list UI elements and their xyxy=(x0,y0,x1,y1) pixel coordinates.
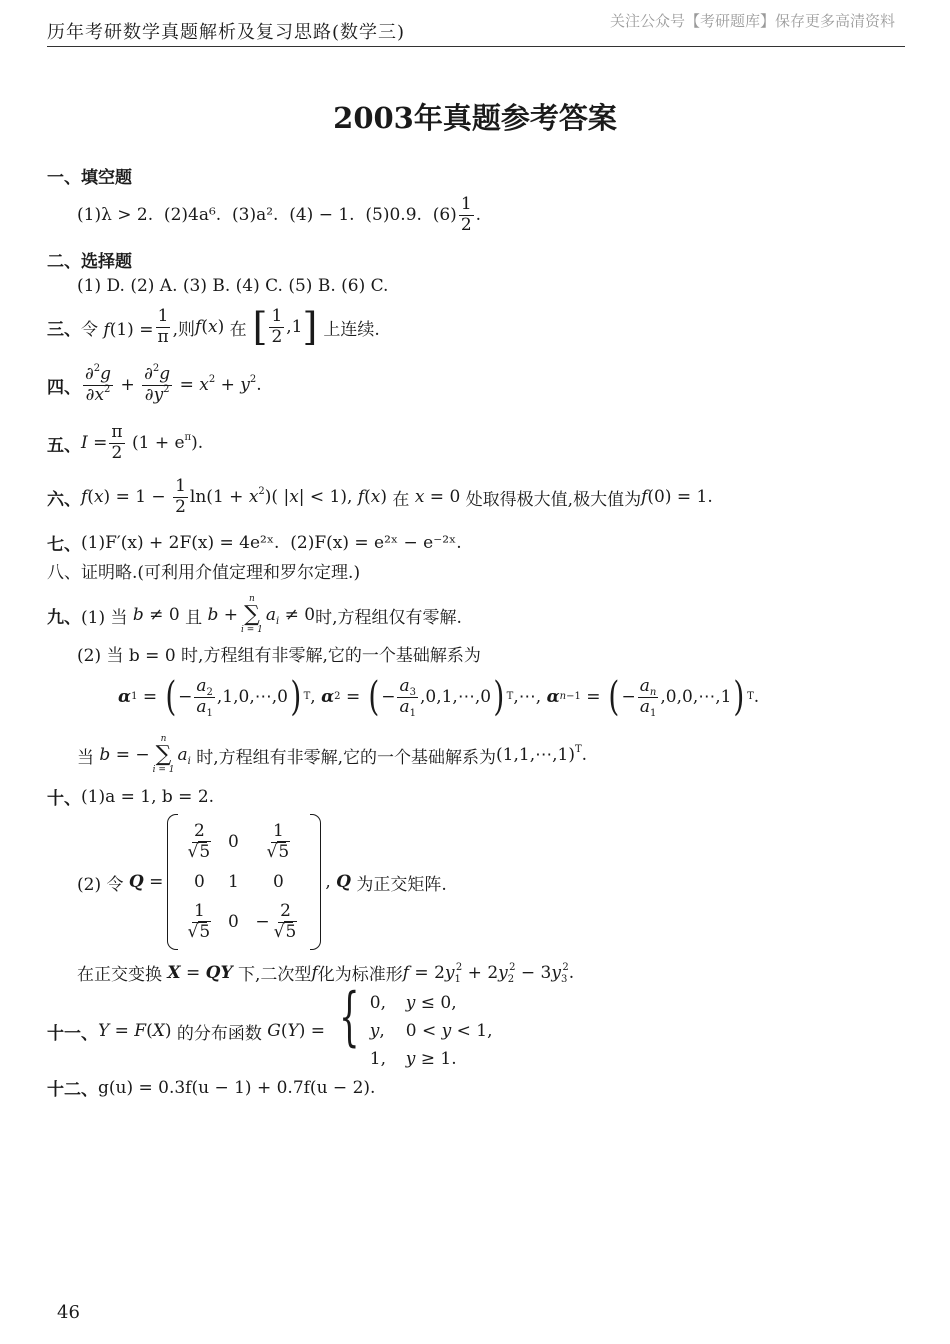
header-rule xyxy=(47,46,905,47)
section-9-part-2: (2) 当 b = 0 时,方程组有非零解,它的一个基础解系为 xyxy=(77,646,481,666)
book-title: 历年考研数学真题解析及复习思路(数学三) xyxy=(47,22,406,43)
section-10-part-2: (2) 令 Q = $\frac{2}{√5}$ 0 $\frac{1}{√5}$ 0 1 0 $\frac{1}{√5}$ 0 − $\frac{2}{√5}$ , Q 为正交矩阵. xyxy=(77,812,447,952)
choice-answers: (1) D. (2) A. (3) B. (4) C. (5) B. (6) C. xyxy=(77,276,389,296)
matrix-Q: $\frac{2}{√5}$ 0 $\frac{1}{√5}$ 0 1 0 $\frac{1}{√5}$ 0 − $\frac{2}{√5}$ xyxy=(167,814,321,950)
s10-let-text: (2) 令 xyxy=(77,874,124,895)
s9-p3-end: 时,方程组有非零解,它的一个基础解系为 xyxy=(196,747,497,768)
fraction-one-half: $\frac{1}{2}$ xyxy=(460,193,472,235)
section-12-answer xyxy=(47,1075,375,1100)
s10-p3-a: 在正交变换 xyxy=(77,965,162,985)
section-5-answer: 五、 I = $\frac{\pi}{2}$ $(1 + e^\pi)$. xyxy=(47,421,204,463)
section-7-answer xyxy=(47,530,462,555)
section-9-heading: 九、 xyxy=(47,607,81,628)
s3-continuous-text: 上连续. xyxy=(323,319,380,340)
s9-p1-end: 时,方程组仅有零解. xyxy=(315,607,462,628)
section-11-heading: 十一、 xyxy=(47,1023,98,1044)
piecewise-cases: { 0, y ≤ 0, y, 0 < y < 1, 1, y ≥ 1. xyxy=(339,980,493,1069)
s10-p3-b: 下,二次型 xyxy=(238,965,312,985)
fill-blank-answers: (1)λ > 2. (2)4a⁶. (3)a². (4) − 1. (5)0.9. (6) xyxy=(77,205,457,225)
frac-an-a1: $\frac{a_n}{a_1}$ xyxy=(639,675,657,719)
section-7-heading: 七、 xyxy=(47,535,81,555)
s3-in-text: 在 xyxy=(229,319,247,340)
s10-p1-text: (1)a = 1, b = 2. xyxy=(81,786,215,807)
partial-g-yy: $\frac{\partial^2g}{\partial y^2}$ xyxy=(144,362,171,405)
section-1-heading: 一、填空题 xyxy=(47,168,132,188)
section-4-heading: 四、 xyxy=(47,377,81,398)
fraction-one-half-3: $\frac{1}{2}$ xyxy=(175,475,186,517)
s3-then-text: ,则 xyxy=(172,319,196,340)
section-10-part-1 xyxy=(47,784,214,809)
s9-p1-and: 且 xyxy=(185,607,203,628)
section-8-answer xyxy=(47,558,360,583)
page-number: 46 xyxy=(57,1302,80,1323)
s7-answer-text: (1)F′(x) + 2F(x) = 4e²ˣ. (2)F(x) = e²ˣ − e⁻²ˣ. xyxy=(81,532,462,553)
section-9-part-1: 九、 (1) 当 b ≠ 0 且 b + n ∑ i = 1 $a_i \ne 0$ 时,方程组仅有零解. xyxy=(47,594,462,635)
section-10-part-3: 在正交变换 X = QY 下,二次型 f 化为标准形 $f = 2y_1^2 + 2y_2^2 - 3y_3^2$. xyxy=(77,961,575,985)
section-4-answer: 四、 $\frac{\partial^2g}{\partial x^2}$ + $\frac{\partial^2g}{\partial y^2}$ = $x^2 + y^2$. xyxy=(47,362,262,405)
s12-answer-text: g(u) = 0.3f(u − 1) + 0.7f(u − 2). xyxy=(98,1077,376,1098)
fraction-1-over-pi: $\frac{1}{\pi}$ xyxy=(157,305,169,347)
s6-rest-text: 处取得极大值,极大值为 xyxy=(465,489,642,510)
page-title: 2003年真题参考答案 xyxy=(333,101,617,135)
s10-p3-c: 化为标准形 xyxy=(317,965,403,985)
frac-a3-a1: $\frac{a_3}{a_1}$ xyxy=(399,675,416,719)
partial-g-xx: $\frac{\partial^2g}{\partial x^2}$ xyxy=(85,362,112,405)
section-9-part-3: 当 b = − n ∑ i = 1 $a_i$ 时,方程组有非零解,它的一个基础解系为 (1,1,⋯,1)$^T$. xyxy=(77,734,588,775)
s11-dist-text: 的分布函数 xyxy=(176,1023,262,1044)
sum-a-i: n ∑ i = 1 xyxy=(241,594,263,635)
section-8-text: 八、证明略.(可利用介值定理和罗尔定理.) xyxy=(47,563,361,583)
frac-a2-a1: $\frac{a_2}{a_1}$ xyxy=(196,675,213,719)
section-5-heading: 五、 xyxy=(47,435,81,456)
section-12-heading: 十二、 xyxy=(47,1080,98,1100)
section-11-answer: 十一、 Y = F(X) 的分布函数 G(Y) = { 0, y ≤ 0, y, 0 < y < 1, 1, y ≥ 1. xyxy=(47,988,526,1074)
section-6-answer: 六、 f(x) = 1 − $\frac{1}{2}$ $\ln(1 + x^2)$( |x| < 1), f(x) 在 x = 0 处取得极大值,极大值为 f(0) = 1. xyxy=(47,475,713,517)
watermark: 关注公众号【考研题库】保存更多高清资料 xyxy=(610,12,896,30)
section-2-heading: 二、选择题 xyxy=(47,252,132,272)
section-3-answer: 三、 令 f(1) = $\frac{1}{\pi}$ ,则 f(x) 在 [ $\frac{1}{2}$ ,1 ] 上连续. xyxy=(47,305,380,349)
basis-vectors: α 1 = ( − $\frac{a_2}{a_1}$ ,1,0,⋯,0 ) T , α 2 = ( − $\frac{a_3}{a_1}$ ,0,1,⋯,0 ) T ,⋯, α n−1 = ( − $\frac{a_n}{a_1}$ ,0,0,⋯,1 ) T . xyxy=(118,674,760,720)
section-6-heading: 六、 xyxy=(47,489,81,510)
section-3-heading: 三、 xyxy=(47,319,81,340)
section-1-answer: (1)λ > 2. (2)4a⁶. (3)a². (4) − 1. (5)0.9. (6) $\frac{1}{2}$ . xyxy=(77,193,482,235)
fraction-pi-over-2: $\frac{\pi}{2}$ xyxy=(111,421,123,463)
fraction-one-half-2: $\frac{1}{2}$ xyxy=(271,305,283,347)
section-10-heading: 十、 xyxy=(47,789,81,809)
s9-p3-when: 当 xyxy=(77,747,94,768)
sum-a-i-2: n ∑ i = 1 xyxy=(152,734,175,775)
s6-at-text: 在 xyxy=(392,489,410,510)
s10-end-text: 为正交矩阵. xyxy=(356,874,447,895)
s9-p1-when: (1) 当 xyxy=(81,607,128,628)
